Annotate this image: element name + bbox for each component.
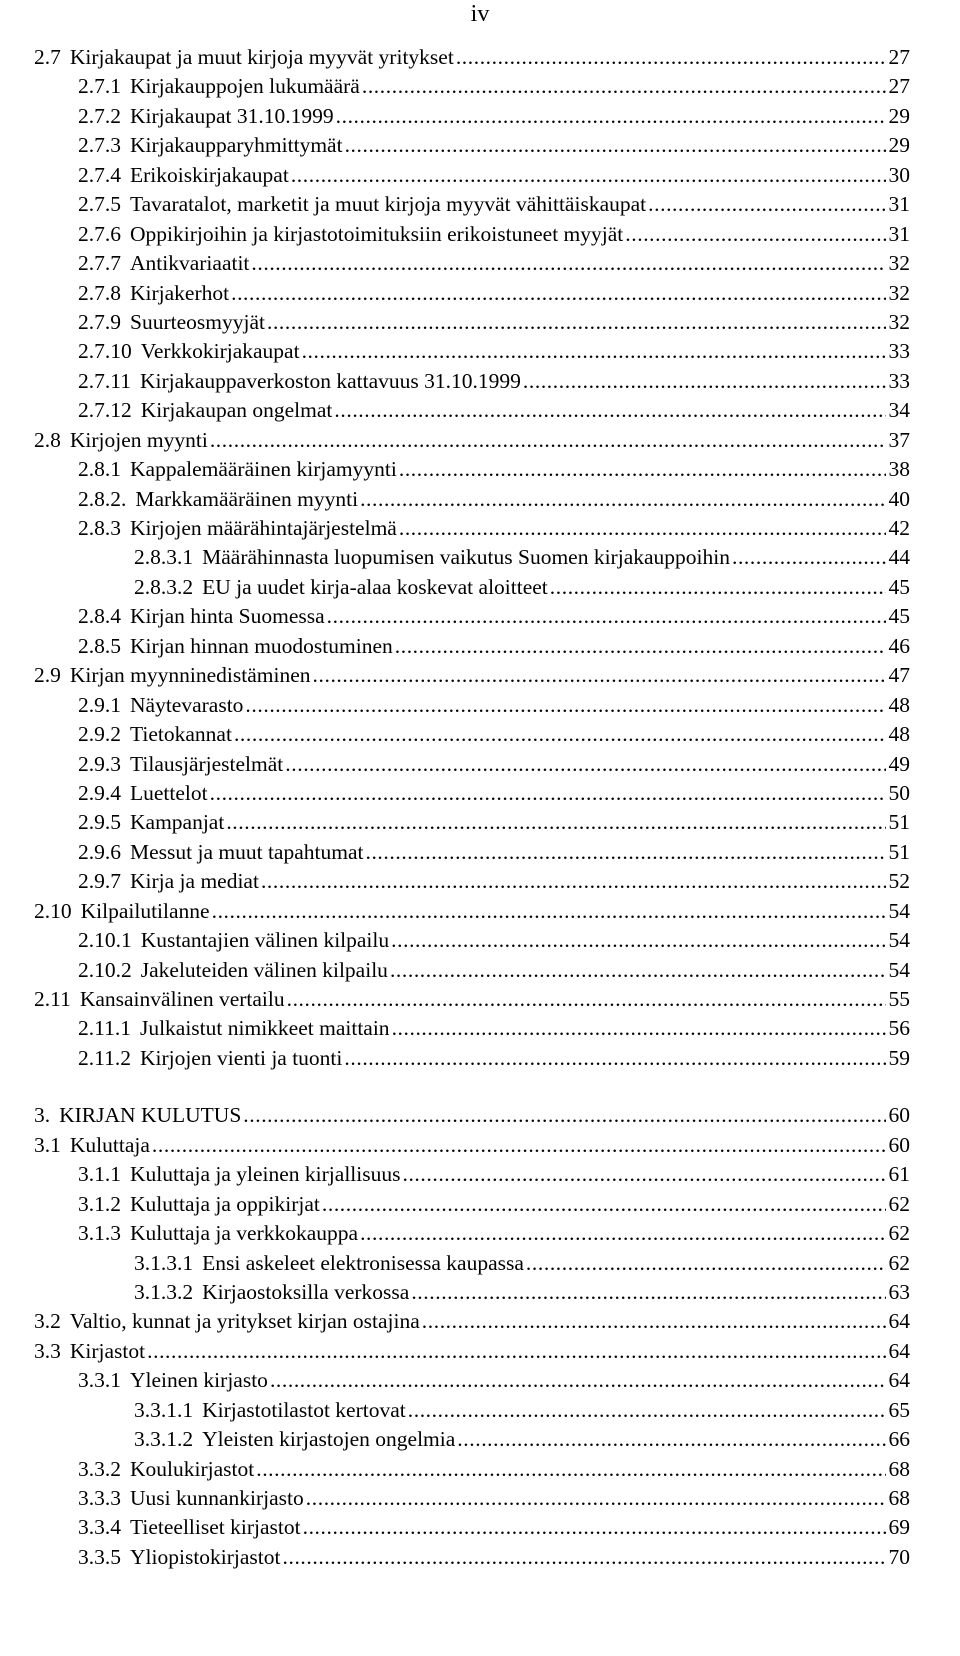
toc-dot-leader bbox=[287, 985, 886, 1014]
toc-entry[interactable] bbox=[34, 1190, 910, 1219]
toc-entry-number: 2.7.11 bbox=[78, 368, 131, 393]
toc-entry-page-number: 65 bbox=[888, 1397, 910, 1422]
toc-entry-page-number: 51 bbox=[888, 810, 910, 835]
toc-entry-page-number: 31 bbox=[888, 192, 910, 217]
toc-entry-number: 3.3.5 bbox=[78, 1544, 121, 1569]
toc-entry[interactable] bbox=[34, 1219, 910, 1248]
toc-entry-page-number: 29 bbox=[888, 103, 910, 128]
toc-entry-number: 2.10 bbox=[34, 898, 72, 923]
toc-dot-leader bbox=[456, 43, 886, 72]
toc-entry[interactable] bbox=[34, 1160, 910, 1189]
toc-entry-page-number: 61 bbox=[888, 1162, 910, 1187]
toc-entry[interactable] bbox=[34, 867, 910, 896]
toc-entry-title: Valtio, kunnat ja yritykset kirjan ostajina bbox=[69, 1309, 420, 1334]
toc-entry-number: 2.10.1 bbox=[78, 928, 132, 953]
toc-entry[interactable] bbox=[34, 543, 910, 572]
toc-entry-title: Kuluttaja ja oppikirjat bbox=[130, 1191, 320, 1216]
toc-entry[interactable] bbox=[34, 779, 910, 808]
toc-entry[interactable] bbox=[34, 1425, 910, 1454]
toc-entry[interactable] bbox=[34, 485, 910, 514]
toc-entry-title: Kappalemääräinen kirjamyynti bbox=[130, 457, 397, 482]
toc-entry-title: KIRJAN KULUTUS bbox=[59, 1103, 242, 1128]
toc-entry-page-number: 60 bbox=[888, 1132, 910, 1157]
toc-entry-title: Oppikirjoihin ja kirjastotoimituksiin erikoistuneet myyjät bbox=[130, 221, 624, 246]
toc-dot-leader bbox=[152, 1131, 886, 1160]
toc-dot-leader bbox=[395, 632, 886, 661]
toc-entry-page-number: 62 bbox=[888, 1191, 910, 1216]
toc-entry-page-number: 33 bbox=[888, 368, 910, 393]
toc-entry[interactable] bbox=[34, 926, 910, 955]
toc-dot-leader bbox=[365, 838, 886, 867]
toc-dot-leader bbox=[327, 602, 886, 631]
toc-dot-leader bbox=[402, 1160, 886, 1189]
toc-entry-title: Tieteelliset kirjastot bbox=[130, 1515, 301, 1540]
toc-dot-leader bbox=[226, 808, 886, 837]
toc-entry-page-number: 50 bbox=[888, 780, 910, 805]
toc-dot-leader bbox=[526, 1249, 886, 1278]
toc-entry-title: Kirjakaupat ja muut kirjoja myyvät yritykset bbox=[69, 45, 454, 69]
toc-entry[interactable] bbox=[34, 1278, 910, 1307]
toc-entry-title: Kirjojen vienti ja tuonti bbox=[139, 1045, 343, 1070]
toc-entry-page-number: 46 bbox=[888, 633, 910, 658]
toc-entry-title: Kuluttaja ja yleinen kirjallisuus bbox=[130, 1162, 401, 1187]
toc-entry-page-number: 69 bbox=[888, 1515, 910, 1540]
toc-entry-number: 2.7.5 bbox=[78, 192, 121, 217]
toc-dot-leader bbox=[390, 956, 886, 985]
toc-entry-page-number: 55 bbox=[888, 987, 910, 1011]
toc-dot-leader bbox=[360, 485, 886, 514]
toc-entry[interactable] bbox=[34, 1396, 910, 1425]
toc-entry-title: Kampanjat bbox=[130, 810, 225, 835]
toc-entry[interactable] bbox=[34, 308, 910, 337]
toc-entry-page-number: 64 bbox=[888, 1338, 910, 1363]
toc-entry[interactable] bbox=[34, 396, 910, 425]
toc-entry[interactable] bbox=[34, 1543, 910, 1572]
toc-entry-number: 2.7.10 bbox=[78, 339, 132, 364]
toc-entry[interactable] bbox=[34, 632, 910, 661]
toc-entry-number: 2.7.6 bbox=[78, 221, 121, 246]
toc-entry-number: 3.3.1.2 bbox=[134, 1427, 194, 1452]
toc-entry[interactable] bbox=[34, 1044, 910, 1073]
toc-dot-leader bbox=[306, 1484, 886, 1513]
toc-entry-title: Markkamääräinen myynti bbox=[135, 486, 359, 511]
toc-entry-page-number: 68 bbox=[888, 1486, 910, 1510]
toc-entry-title: Tietokannat bbox=[130, 722, 232, 747]
toc-entry[interactable] bbox=[34, 661, 910, 690]
toc-entry-number: 3.1.3.2 bbox=[134, 1279, 194, 1304]
toc-entry-page-number: 31 bbox=[888, 221, 910, 246]
toc-entry-page-number: 32 bbox=[888, 251, 910, 276]
toc-dot-leader bbox=[360, 1219, 886, 1248]
toc-entry-number: 2.9.1 bbox=[78, 692, 121, 717]
toc-entry[interactable] bbox=[34, 691, 910, 720]
toc-entry-number: 2.7.4 bbox=[78, 162, 121, 187]
toc-entry-page-number: 54 bbox=[888, 928, 910, 953]
toc-dot-leader bbox=[147, 1337, 886, 1366]
toc-entry-number: 3.3.2 bbox=[78, 1456, 121, 1481]
toc-entry-number: 2.7.2 bbox=[78, 103, 121, 128]
toc-entry[interactable] bbox=[34, 190, 910, 219]
toc-entry-number: 2.7.3 bbox=[78, 133, 121, 158]
toc-dot-leader bbox=[313, 661, 886, 690]
toc-entry-title: Erikoiskirjakaupat bbox=[130, 162, 289, 187]
toc-entry-page-number: 52 bbox=[888, 869, 910, 894]
toc-entry[interactable] bbox=[34, 337, 910, 366]
toc-entry-number: 2.7 bbox=[34, 45, 61, 69]
toc-entry-number: 3.1.3 bbox=[78, 1221, 121, 1246]
toc-entry-title: Kirjan hinta Suomessa bbox=[130, 604, 325, 629]
toc-entry[interactable] bbox=[34, 956, 910, 985]
toc-entry-number: 2.11.1 bbox=[78, 1016, 131, 1041]
toc-entry-title: Verkkokirjakaupat bbox=[140, 339, 300, 364]
toc-entry-page-number: 30 bbox=[888, 162, 910, 187]
toc-entry-title: Ensi askeleet elektronisessa kaupassa bbox=[202, 1250, 524, 1275]
toc-entry[interactable] bbox=[34, 1484, 910, 1513]
toc-entry-title: Kirjakaupparyhmittymät bbox=[130, 133, 343, 158]
toc-entry-title: Kirjojen myynti bbox=[69, 427, 208, 452]
toc-dot-leader bbox=[245, 691, 886, 720]
toc-entry-number: 3.1.1 bbox=[78, 1162, 121, 1187]
toc-entry[interactable] bbox=[34, 161, 910, 190]
toc-entry-number: 3. bbox=[34, 1103, 51, 1128]
toc-dot-leader bbox=[550, 573, 886, 602]
toc-entry-number: 2.9.7 bbox=[78, 869, 121, 894]
toc-entry[interactable] bbox=[34, 1366, 910, 1395]
toc-entry[interactable] bbox=[34, 43, 910, 72]
toc-entry-title: Uusi kunnankirjasto bbox=[130, 1486, 304, 1510]
toc-entry-number: 2.8.4 bbox=[78, 604, 121, 629]
toc-entry[interactable] bbox=[34, 514, 910, 543]
toc-entry-number: 2.8.3.2 bbox=[134, 574, 194, 599]
toc-entry-page-number: 62 bbox=[888, 1250, 910, 1275]
toc-entry-title: Kirjakaupat 31.10.1999 bbox=[130, 103, 334, 128]
toc-dot-leader bbox=[234, 720, 886, 749]
toc-entry-page-number: 63 bbox=[888, 1279, 910, 1304]
toc-entry[interactable] bbox=[34, 750, 910, 779]
toc-entry-title: Kirjan myynninedistäminen bbox=[69, 663, 311, 688]
toc-entry-number: 2.7.12 bbox=[78, 398, 132, 423]
toc-entry-title: Antikvariaatit bbox=[130, 251, 250, 276]
table-of-contents bbox=[34, 43, 910, 1572]
toc-entry-title: Kirjan hinnan muodostuminen bbox=[130, 633, 393, 658]
toc-entry-title: Yleinen kirjasto bbox=[130, 1368, 268, 1393]
toc-entry-number: 2.11.2 bbox=[78, 1045, 131, 1070]
toc-entry-page-number: 54 bbox=[888, 957, 910, 982]
toc-entry-number: 3.3.1 bbox=[78, 1368, 121, 1393]
toc-entry-number: 2.10.2 bbox=[78, 957, 132, 982]
toc-entry-page-number: 62 bbox=[888, 1221, 910, 1246]
toc-entry-page-number: 64 bbox=[888, 1309, 910, 1334]
toc-entry-page-number: 51 bbox=[888, 839, 910, 864]
toc-entry[interactable] bbox=[34, 1455, 910, 1484]
toc-entry-number: 2.8.3 bbox=[78, 516, 121, 540]
toc-entry-page-number: 33 bbox=[888, 339, 910, 364]
toc-entry-title: Kustantajien välinen kilpailu bbox=[140, 928, 390, 953]
toc-entry-title: Koulukirjastot bbox=[130, 1456, 255, 1481]
toc-entry-number: 3.1.3.1 bbox=[134, 1250, 194, 1275]
toc-entry-page-number: 42 bbox=[888, 516, 910, 540]
toc-dot-leader bbox=[267, 308, 886, 337]
toc-dot-leader bbox=[243, 1101, 886, 1130]
toc-entry[interactable] bbox=[34, 249, 910, 278]
toc-entry-number: 3.3 bbox=[34, 1338, 61, 1363]
toc-entry-number: 3.3.3 bbox=[78, 1486, 121, 1510]
toc-dot-leader bbox=[302, 337, 886, 366]
toc-entry[interactable] bbox=[34, 1337, 910, 1366]
toc-entry-number: 2.8.2. bbox=[78, 486, 127, 511]
toc-entry[interactable] bbox=[34, 72, 910, 101]
toc-dot-leader bbox=[291, 161, 886, 190]
toc-entry-title: Kirjakauppaverkoston kattavuus 31.10.1999 bbox=[139, 368, 521, 393]
toc-entry-title: Kirjojen määrähintajärjestelmä bbox=[130, 516, 397, 540]
toc-entry-page-number: 38 bbox=[888, 457, 910, 482]
toc-entry-number: 2.8.3.1 bbox=[134, 545, 194, 570]
toc-entry-number: 2.8 bbox=[34, 427, 61, 452]
toc-entry-page-number: 66 bbox=[888, 1427, 910, 1452]
toc-dot-leader bbox=[261, 867, 886, 896]
toc-entry-page-number: 68 bbox=[888, 1456, 910, 1481]
toc-entry-page-number: 56 bbox=[888, 1016, 910, 1041]
toc-entry-number: 2.8.1 bbox=[78, 457, 121, 482]
toc-entry-title: Kansainvälinen vertailu bbox=[79, 987, 285, 1011]
toc-dot-leader bbox=[322, 1190, 886, 1219]
toc-entry-title: Jakeluteiden välinen kilpailu bbox=[140, 957, 388, 982]
toc-entry[interactable] bbox=[34, 367, 910, 396]
toc-entry-number: 2.7.9 bbox=[78, 309, 121, 334]
toc-entry-title: Kilpailutilanne bbox=[80, 898, 210, 923]
toc-dot-leader bbox=[285, 750, 886, 779]
toc-dot-leader bbox=[210, 426, 886, 455]
toc-entry[interactable] bbox=[34, 1101, 910, 1130]
toc-dot-leader bbox=[422, 1307, 886, 1336]
toc-entry-number: 2.7.1 bbox=[78, 74, 121, 99]
toc-dot-leader bbox=[336, 102, 886, 131]
toc-entry[interactable] bbox=[34, 602, 910, 631]
toc-dot-leader bbox=[283, 1543, 887, 1572]
toc-dot-leader bbox=[391, 926, 886, 955]
toc-entry[interactable] bbox=[34, 1513, 910, 1542]
toc-entry-title: Yliopistokirjastot bbox=[130, 1544, 281, 1569]
toc-entry-title: Yleisten kirjastojen ongelmia bbox=[202, 1427, 456, 1452]
toc-entry-page-number: 49 bbox=[888, 751, 910, 776]
toc-entry-title: Kirjastotilastot kertovat bbox=[202, 1397, 406, 1422]
toc-dot-leader bbox=[303, 1513, 886, 1542]
toc-entry-title: Tavaratalot, marketit ja muut kirjoja myyvät vähittäiskaupat bbox=[130, 192, 647, 217]
toc-entry-page-number: 34 bbox=[888, 398, 910, 423]
toc-dot-leader bbox=[212, 897, 886, 926]
toc-entry[interactable] bbox=[34, 897, 910, 926]
toc-entry-title: Kirjakaupan ongelmat bbox=[140, 398, 333, 423]
toc-entry-title: Kirjastot bbox=[69, 1338, 146, 1363]
toc-entry-title: Suurteosmyyjät bbox=[130, 309, 265, 334]
toc-dot-leader bbox=[344, 1044, 886, 1073]
toc-entry-title: Luettelot bbox=[130, 780, 208, 805]
toc-entry-page-number: 44 bbox=[888, 545, 910, 570]
toc-entry[interactable] bbox=[34, 808, 910, 837]
toc-entry-page-number: 48 bbox=[888, 692, 910, 717]
toc-entry-number: 2.9 bbox=[34, 663, 61, 688]
toc-entry-title: Kirja ja mediat bbox=[130, 869, 259, 894]
toc-dot-leader bbox=[411, 1278, 886, 1307]
toc-entry[interactable] bbox=[34, 220, 910, 249]
toc-entry-title: Tilausjärjestelmät bbox=[130, 751, 284, 776]
toc-dot-leader bbox=[256, 1455, 886, 1484]
toc-entry-number: 2.9.4 bbox=[78, 780, 121, 805]
toc-entry[interactable] bbox=[34, 279, 910, 308]
toc-entry-page-number: 27 bbox=[888, 45, 910, 69]
toc-entry-number: 3.1 bbox=[34, 1132, 61, 1157]
toc-dot-leader bbox=[251, 249, 886, 278]
toc-entry[interactable] bbox=[34, 573, 910, 602]
toc-entry-page-number: 59 bbox=[888, 1045, 910, 1070]
toc-entry-number: 3.2 bbox=[34, 1309, 61, 1334]
toc-entry-page-number: 32 bbox=[888, 309, 910, 334]
toc-dot-leader bbox=[399, 514, 886, 543]
toc-entry-page-number: 45 bbox=[888, 574, 910, 599]
toc-entry[interactable] bbox=[34, 985, 910, 1014]
toc-entry-page-number: 45 bbox=[888, 604, 910, 629]
toc-entry-page-number: 48 bbox=[888, 722, 910, 747]
toc-entry-title: Kirjakerhot bbox=[130, 280, 230, 305]
toc-entry-page-number: 60 bbox=[888, 1103, 910, 1128]
toc-entry-number: 2.11 bbox=[34, 987, 71, 1011]
toc-entry-page-number: 47 bbox=[888, 663, 910, 688]
toc-entry-page-number: 29 bbox=[888, 133, 910, 158]
toc-dot-leader bbox=[231, 279, 886, 308]
toc-entry-title: Näytevarasto bbox=[130, 692, 244, 717]
toc-entry[interactable] bbox=[34, 1131, 910, 1160]
toc-entry-title: Kirjakauppojen lukumäärä bbox=[130, 74, 360, 99]
toc-entry-title: EU ja uudet kirja-alaa koskevat aloitteet bbox=[202, 574, 548, 599]
toc-entry-title: Kirjaostoksilla verkossa bbox=[202, 1279, 410, 1304]
toc-dot-leader bbox=[732, 543, 886, 572]
toc-entry-number: 2.9.2 bbox=[78, 722, 121, 747]
toc-dot-leader bbox=[210, 779, 886, 808]
toc-dot-leader bbox=[270, 1366, 886, 1395]
toc-entry-number: 2.8.5 bbox=[78, 633, 121, 658]
toc-entry[interactable] bbox=[34, 426, 910, 455]
toc-entry-title: Messut ja muut tapahtumat bbox=[130, 839, 364, 864]
toc-dot-leader bbox=[334, 396, 886, 425]
toc-entry-title: Julkaistut nimikkeet maittain bbox=[139, 1016, 390, 1041]
toc-dot-leader bbox=[392, 1014, 886, 1043]
toc-entry[interactable] bbox=[34, 1014, 910, 1043]
toc-dot-leader bbox=[648, 190, 886, 219]
toc-entry-title: Määrähinnasta luopumisen vaikutus Suomen kirjakauppoihin bbox=[202, 545, 730, 570]
toc-entry[interactable] bbox=[34, 131, 910, 160]
toc-entry-page-number: 64 bbox=[888, 1368, 910, 1393]
toc-dot-leader bbox=[457, 1425, 886, 1454]
toc-entry-number: 3.3.1.1 bbox=[134, 1397, 194, 1422]
toc-entry[interactable] bbox=[34, 838, 910, 867]
toc-entry-number: 3.3.4 bbox=[78, 1515, 121, 1540]
toc-entry-number: 3.1.2 bbox=[78, 1191, 121, 1216]
toc-entry-page-number: 70 bbox=[888, 1544, 910, 1569]
toc-dot-leader bbox=[408, 1396, 886, 1425]
toc-entry-number: 2.9.6 bbox=[78, 839, 121, 864]
toc-entry-title: Kuluttaja ja verkkokauppa bbox=[130, 1221, 359, 1246]
toc-entry[interactable] bbox=[34, 720, 910, 749]
toc-entry[interactable] bbox=[34, 1307, 910, 1336]
toc-entry-page-number: 40 bbox=[888, 486, 910, 511]
toc-entry[interactable] bbox=[34, 102, 910, 131]
toc-entry-title: Kuluttaja bbox=[69, 1132, 150, 1157]
toc-dot-leader bbox=[523, 367, 886, 396]
toc-dot-leader bbox=[625, 220, 886, 249]
toc-entry-page-number: 54 bbox=[888, 898, 910, 923]
toc-entry-page-number: 27 bbox=[888, 74, 910, 99]
toc-entry-page-number: 32 bbox=[888, 280, 910, 305]
toc-entry-number: 2.9.5 bbox=[78, 810, 121, 835]
toc-entry-number: 2.7.7 bbox=[78, 251, 121, 276]
toc-entry[interactable] bbox=[34, 455, 910, 484]
toc-dot-leader bbox=[345, 131, 886, 160]
toc-dot-leader bbox=[399, 455, 886, 484]
toc-dot-leader bbox=[362, 72, 886, 101]
toc-entry-number: 2.9.3 bbox=[78, 751, 121, 776]
toc-entry-page-number: 37 bbox=[888, 427, 910, 452]
toc-entry-number: 2.7.8 bbox=[78, 280, 121, 305]
page-number: iv bbox=[470, 1, 490, 27]
toc-entry[interactable] bbox=[34, 1249, 910, 1278]
